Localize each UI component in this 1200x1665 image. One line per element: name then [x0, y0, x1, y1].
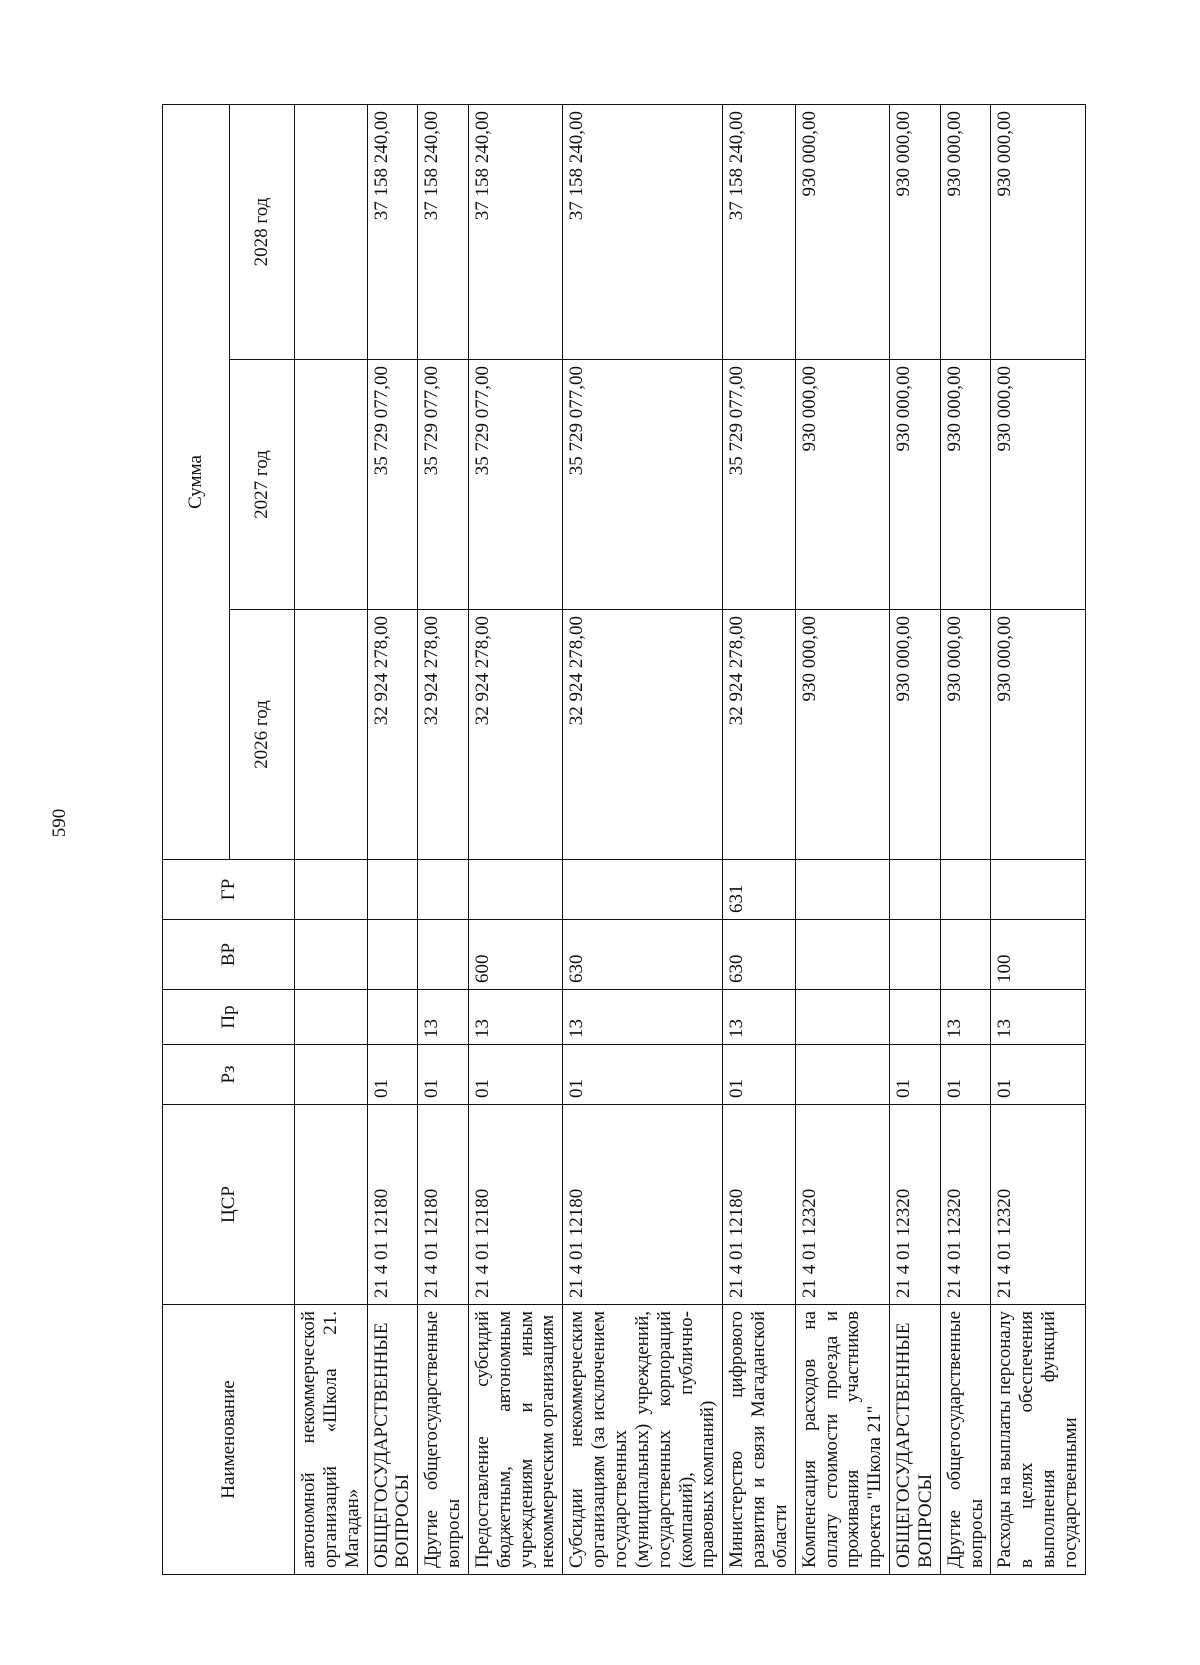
name-cell: Расходы на выплаты персоналу в целях обеспечения выполнения функций государственными	[991, 1305, 1085, 1575]
rz-cell: 01	[367, 1045, 418, 1105]
amount-2028-cell: 930 000,00	[940, 104, 991, 359]
gr-cell	[940, 860, 991, 920]
header-row	[163, 104, 230, 1574]
amount-2027-cell: 930 000,00	[795, 360, 889, 610]
name-cell: Предоставление субсидий бюджетным, автономным учреждениям и иным некоммерческим организациям	[468, 1305, 562, 1575]
name-cell: Субсидии некоммерческим организациям (за исключением государственных (муниципальных) учреждений, государственных корпораций (компаний), публично-правовых компаний)	[563, 1305, 723, 1575]
amount-2026-cell: 32 924 278,00	[563, 610, 723, 860]
amount-2028-cell: 930 000,00	[890, 104, 941, 359]
csr-cell: 21 4 01 12180	[723, 1105, 796, 1305]
pr-cell	[795, 990, 889, 1045]
gr-cell	[418, 860, 469, 920]
amount-2027-cell: 35 729 077,00	[563, 360, 723, 610]
name-cell: Министерство цифрового развития и связи Магаданской области	[723, 1305, 796, 1575]
rz-cell: 01	[940, 1045, 991, 1105]
header-csr: ЦСР	[163, 1105, 295, 1305]
vr-cell: 100	[991, 920, 1085, 990]
amount-2027-cell: 930 000,00	[991, 360, 1085, 610]
amount-2028-cell: 37 158 240,00	[563, 104, 723, 359]
name-cell: Другие общегосударственные вопросы	[940, 1305, 991, 1575]
amount-2028-cell: 930 000,00	[991, 104, 1085, 359]
csr-cell: 21 4 01 12180	[367, 1105, 418, 1305]
gr-cell	[367, 860, 418, 920]
gr-cell	[890, 860, 941, 920]
csr-cell: 21 4 01 12180	[563, 1105, 723, 1305]
pr-cell: 13	[991, 990, 1085, 1045]
rz-cell: 01	[991, 1045, 1085, 1105]
rz-cell: 01	[468, 1045, 562, 1105]
csr-cell: 21 4 01 12320	[991, 1105, 1085, 1305]
amount-2026-cell: 930 000,00	[890, 610, 941, 860]
gr-cell	[468, 860, 562, 920]
budget-table	[162, 104, 1086, 1575]
pr-cell: 13	[418, 990, 469, 1045]
amount-2026-cell: 930 000,00	[991, 610, 1085, 860]
pr-cell	[890, 990, 941, 1045]
page-number: 590	[49, 808, 70, 838]
rz-cell	[295, 1045, 368, 1105]
amount-2026-cell: 32 924 278,00	[468, 610, 562, 860]
amount-2028-cell	[295, 104, 368, 359]
gr-cell	[563, 860, 723, 920]
header-vr: ВР	[163, 920, 295, 990]
header-name: Наименование	[163, 1305, 295, 1575]
pr-cell	[367, 990, 418, 1045]
amount-2028-cell: 37 158 240,00	[468, 104, 562, 359]
amount-2026-cell: 930 000,00	[795, 610, 889, 860]
pr-cell: 13	[940, 990, 991, 1045]
gr-cell	[295, 860, 368, 920]
gr-cell	[991, 860, 1085, 920]
header-pr: Пр	[163, 990, 295, 1045]
rz-cell: 01	[890, 1045, 941, 1105]
table-row	[991, 104, 1085, 1574]
rz-cell	[795, 1045, 889, 1105]
amount-2026-cell: 32 924 278,00	[723, 610, 796, 860]
vr-cell	[890, 920, 941, 990]
csr-cell: 21 4 01 12180	[418, 1105, 469, 1305]
table-row	[468, 104, 562, 1574]
amount-2028-cell: 930 000,00	[795, 104, 889, 359]
table-row	[563, 104, 723, 1574]
table-row	[940, 104, 991, 1574]
name-cell: ОБЩЕГОСУДАРСТВЕННЫЕ ВОПРОСЫ	[890, 1305, 941, 1575]
gr-cell	[795, 860, 889, 920]
amount-2027-cell: 35 729 077,00	[468, 360, 562, 610]
table-row	[795, 104, 889, 1574]
amount-2026-cell: 930 000,00	[940, 610, 991, 860]
pr-cell	[295, 990, 368, 1045]
vr-cell	[795, 920, 889, 990]
table-row	[367, 104, 418, 1574]
name-cell: Другие общегосударственные вопросы	[418, 1305, 469, 1575]
table-row	[418, 104, 469, 1574]
csr-cell: 21 4 01 12320	[940, 1105, 991, 1305]
table-body	[295, 104, 1086, 1574]
vr-cell: 630	[563, 920, 723, 990]
amount-2026-cell	[295, 610, 368, 860]
header-gr: ГР	[163, 860, 295, 920]
amount-2027-cell: 35 729 077,00	[367, 360, 418, 610]
name-cell: Компенсация расходов на оплату стоимости проезда и проживания участников проекта "Школа 21"	[795, 1305, 889, 1575]
amount-2028-cell: 37 158 240,00	[723, 104, 796, 359]
vr-cell: 630	[723, 920, 796, 990]
pr-cell: 13	[563, 990, 723, 1045]
csr-cell: 21 4 01 12180	[468, 1105, 562, 1305]
vr-cell	[295, 920, 368, 990]
header-year-2028: 2028 год	[230, 104, 295, 359]
vr-cell	[940, 920, 991, 990]
name-cell: ОБЩЕГОСУДАРСТВЕННЫЕ ВОПРОСЫ	[367, 1305, 418, 1575]
amount-2027-cell: 35 729 077,00	[723, 360, 796, 610]
amount-2028-cell: 37 158 240,00	[418, 104, 469, 359]
rz-cell: 01	[723, 1045, 796, 1105]
amount-2027-cell: 35 729 077,00	[418, 360, 469, 610]
amount-2027-cell	[295, 360, 368, 610]
amount-2028-cell: 37 158 240,00	[367, 104, 418, 359]
header-sum: Сумма	[163, 104, 230, 859]
vr-cell	[418, 920, 469, 990]
header-year-2027: 2027 год	[230, 360, 295, 610]
rz-cell: 01	[563, 1045, 723, 1105]
table-row	[295, 104, 368, 1574]
csr-cell: 21 4 01 12320	[890, 1105, 941, 1305]
header-year-2026: 2026 год	[230, 610, 295, 860]
csr-cell	[295, 1105, 368, 1305]
amount-2026-cell: 32 924 278,00	[418, 610, 469, 860]
pr-cell: 13	[723, 990, 796, 1045]
table-row	[723, 104, 796, 1574]
header-rz: Рз	[163, 1045, 295, 1105]
gr-cell: 631	[723, 860, 796, 920]
vr-cell	[367, 920, 418, 990]
amount-2026-cell: 32 924 278,00	[367, 610, 418, 860]
vr-cell: 600	[468, 920, 562, 990]
rz-cell: 01	[418, 1045, 469, 1105]
name-cell: автономной некоммерческой организаций «Школа 21. Магадан»	[295, 1305, 368, 1575]
amount-2027-cell: 930 000,00	[890, 360, 941, 610]
csr-cell: 21 4 01 12320	[795, 1105, 889, 1305]
table-row	[890, 104, 941, 1574]
pr-cell: 13	[468, 990, 562, 1045]
amount-2027-cell: 930 000,00	[940, 360, 991, 610]
budget-table-container	[162, 105, 1081, 1575]
